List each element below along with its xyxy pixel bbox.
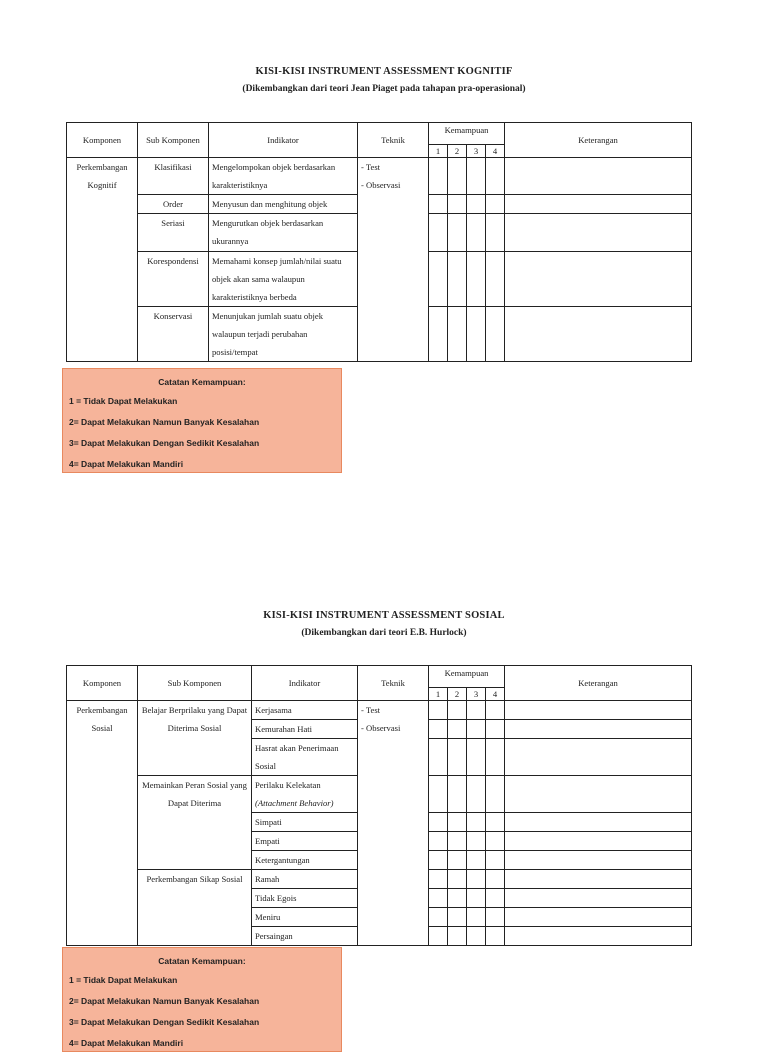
indikator-text: (Attachment Behavior) xyxy=(255,798,334,808)
score-cell[interactable] xyxy=(429,739,448,776)
score-cell[interactable] xyxy=(448,870,467,889)
keterangan-cell[interactable] xyxy=(505,195,692,214)
catatan-item: 2= Dapat Melakukan Namun Banyak Kesalahan xyxy=(69,417,260,427)
level-2: 2 xyxy=(448,688,467,701)
keterangan-cell[interactable] xyxy=(505,739,692,776)
catatan-kemampuan-box xyxy=(62,947,342,1052)
score-cell[interactable] xyxy=(467,851,486,870)
sub-komponen-cell: Order xyxy=(138,195,209,214)
teknik-item: - Test xyxy=(361,705,381,715)
keterangan-cell[interactable] xyxy=(505,832,692,851)
score-cell[interactable] xyxy=(467,720,486,739)
keterangan-cell[interactable] xyxy=(505,701,692,720)
score-cell[interactable] xyxy=(448,832,467,851)
score-cell[interactable] xyxy=(467,776,486,813)
catatan-title: Catatan Kemampuan: xyxy=(158,377,246,387)
score-cell[interactable] xyxy=(448,195,467,214)
score-cell[interactable] xyxy=(467,158,486,195)
keterangan-cell[interactable] xyxy=(505,776,692,813)
sub-komponen-cell: Belajar Berprilaku yang Dapat Diterima Sosial xyxy=(138,701,252,776)
catatan-item: 3= Dapat Melakukan Dengan Sedikit Kesalahan xyxy=(69,438,260,448)
keterangan-cell[interactable] xyxy=(505,252,692,307)
score-cell[interactable] xyxy=(467,832,486,851)
score-cell[interactable] xyxy=(467,870,486,889)
score-cell[interactable] xyxy=(467,701,486,720)
keterangan-cell[interactable] xyxy=(505,158,692,195)
score-cell[interactable] xyxy=(429,307,448,362)
indikator-cell: Kerjasama xyxy=(252,701,358,720)
score-cell[interactable] xyxy=(429,813,448,832)
score-cell[interactable] xyxy=(486,252,505,307)
score-cell[interactable] xyxy=(486,158,505,195)
score-cell[interactable] xyxy=(448,701,467,720)
sub-komponen-cell: Korespondensi xyxy=(138,252,209,307)
score-cell[interactable] xyxy=(429,701,448,720)
score-cell[interactable] xyxy=(486,739,505,776)
score-cell[interactable] xyxy=(429,720,448,739)
catatan-item: 4= Dapat Melakukan Mandiri xyxy=(69,459,184,469)
sosial-title: KISI-KISI INSTRUMENT ASSESSMENT SOSIAL xyxy=(263,610,505,621)
indikator-cell: Simpati xyxy=(252,813,358,832)
score-cell[interactable] xyxy=(448,214,467,252)
keterangan-cell[interactable] xyxy=(505,214,692,252)
score-cell[interactable] xyxy=(486,889,505,908)
indikator-cell: Memahami konsep jumlah/nilai suatu objek akan sama walaupun karakteristiknya berbeda xyxy=(209,252,358,307)
score-cell[interactable] xyxy=(467,739,486,776)
header-indikator: Indikator xyxy=(252,666,358,701)
kognitif-subtitle: (Dikembangkan dari teori Jean Piaget pada tahapan pra-operasional) xyxy=(242,84,526,94)
score-cell[interactable] xyxy=(429,851,448,870)
catatan-item: 1 = Tidak Dapat Melakukan xyxy=(69,396,178,406)
score-cell[interactable] xyxy=(467,927,486,946)
indikator-cell: Tidak Egois xyxy=(252,889,358,908)
header-sub-komponen: Sub Komponen xyxy=(138,666,252,701)
score-cell[interactable] xyxy=(429,214,448,252)
sub-komponen-cell: Klasifikasi xyxy=(138,158,209,195)
sub-komponen-cell: Konservasi xyxy=(138,307,209,362)
score-cell[interactable] xyxy=(448,813,467,832)
indikator-cell: Empati xyxy=(252,832,358,851)
teknik-cell xyxy=(358,158,429,362)
score-cell[interactable] xyxy=(429,870,448,889)
level-4: 4 xyxy=(486,145,505,158)
sub-komponen-cell: Memainkan Peran Sosial yang Dapat Diterima xyxy=(138,776,252,870)
keterangan-cell[interactable] xyxy=(505,889,692,908)
score-cell[interactable] xyxy=(486,927,505,946)
indikator-cell: Menunjukan jumlah suatu objek walaupun terjadi perubahan posisi/tempat xyxy=(209,307,358,362)
score-cell[interactable] xyxy=(429,158,448,195)
sosial-subtitle: (Dikembangkan dari teori E.B. Hurlock) xyxy=(301,628,467,638)
score-cell[interactable] xyxy=(448,158,467,195)
header-sub-komponen: Sub Komponen xyxy=(138,123,209,158)
catatan-title: Catatan Kemampuan: xyxy=(158,956,246,966)
score-cell[interactable] xyxy=(467,908,486,927)
indikator-text: Perilaku Kelekatan xyxy=(255,780,321,790)
score-cell[interactable] xyxy=(429,195,448,214)
level-3: 3 xyxy=(467,688,486,701)
sub-komponen-cell: Seriasi xyxy=(138,214,209,252)
score-cell[interactable] xyxy=(486,908,505,927)
header-kemampuan: Kemampuan xyxy=(429,666,505,688)
score-cell[interactable] xyxy=(448,252,467,307)
indikator-cell: Menyusun dan menghitung objek xyxy=(209,195,358,214)
score-cell[interactable] xyxy=(486,720,505,739)
teknik-cell xyxy=(358,701,429,946)
header-teknik: Teknik xyxy=(358,666,429,701)
score-cell[interactable] xyxy=(448,889,467,908)
kognitif-title: KISI-KISI INSTRUMENT ASSESSMENT KOGNITIF xyxy=(255,66,513,77)
header-teknik: Teknik xyxy=(358,123,429,158)
level-1: 1 xyxy=(429,145,448,158)
header-keterangan: Keterangan xyxy=(505,123,692,158)
score-cell[interactable] xyxy=(467,889,486,908)
score-cell[interactable] xyxy=(448,908,467,927)
indikator-cell: Hasrat akan Penerimaan Sosial xyxy=(252,739,358,776)
keterangan-cell[interactable] xyxy=(505,908,692,927)
score-cell[interactable] xyxy=(467,307,486,362)
score-cell[interactable] xyxy=(448,739,467,776)
komponen-cell: Perkembangan Sosial xyxy=(67,701,138,946)
score-cell[interactable] xyxy=(486,195,505,214)
score-cell[interactable] xyxy=(486,813,505,832)
score-cell[interactable] xyxy=(486,870,505,889)
komponen-cell: Perkembangan Kognitif xyxy=(67,158,138,362)
keterangan-cell[interactable] xyxy=(505,870,692,889)
indikator-cell: Mengelompokan objek berdasarkan karakteristiknya xyxy=(209,158,358,195)
score-cell[interactable] xyxy=(429,252,448,307)
header-komponen: Komponen xyxy=(67,666,138,701)
score-cell[interactable] xyxy=(486,851,505,870)
score-cell[interactable] xyxy=(486,307,505,362)
sosial-table xyxy=(66,665,692,946)
keterangan-cell[interactable] xyxy=(505,927,692,946)
score-cell[interactable] xyxy=(467,214,486,252)
indikator-cell: Persaingan xyxy=(252,927,358,946)
level-4: 4 xyxy=(486,688,505,701)
teknik-item: - Observasi xyxy=(361,723,401,733)
score-cell[interactable] xyxy=(467,813,486,832)
level-2: 2 xyxy=(448,145,467,158)
score-cell[interactable] xyxy=(486,701,505,720)
header-kemampuan: Kemampuan xyxy=(429,123,505,145)
level-3: 3 xyxy=(467,145,486,158)
score-cell[interactable] xyxy=(429,889,448,908)
indikator-cell xyxy=(252,776,358,813)
score-cell[interactable] xyxy=(486,214,505,252)
keterangan-cell[interactable] xyxy=(505,720,692,739)
catatan-item: 1 = Tidak Dapat Melakukan xyxy=(69,975,178,985)
kognitif-table xyxy=(66,122,692,362)
teknik-item: - Observasi xyxy=(361,180,401,190)
teknik-item: - Test xyxy=(361,162,381,172)
indikator-cell: Ramah xyxy=(252,870,358,889)
indikator-cell: Mengurutkan objek berdasarkan ukurannya xyxy=(209,214,358,252)
keterangan-cell[interactable] xyxy=(505,307,692,362)
catatan-kemampuan-box xyxy=(62,368,342,473)
keterangan-cell[interactable] xyxy=(505,851,692,870)
indikator-cell: Ketergantungan xyxy=(252,851,358,870)
sub-komponen-cell: Perkembangan Sikap Sosial xyxy=(138,870,252,946)
catatan-item: 4= Dapat Melakukan Mandiri xyxy=(69,1038,184,1048)
indikator-cell: Kemurahan Hati xyxy=(252,720,358,739)
keterangan-cell[interactable] xyxy=(505,813,692,832)
score-cell[interactable] xyxy=(486,776,505,813)
score-cell[interactable] xyxy=(486,832,505,851)
score-cell[interactable] xyxy=(429,908,448,927)
score-cell[interactable] xyxy=(448,851,467,870)
score-cell[interactable] xyxy=(448,720,467,739)
score-cell[interactable] xyxy=(429,776,448,813)
header-keterangan: Keterangan xyxy=(505,666,692,701)
score-cell[interactable] xyxy=(429,832,448,851)
catatan-item: 3= Dapat Melakukan Dengan Sedikit Kesalahan xyxy=(69,1017,260,1027)
score-cell[interactable] xyxy=(467,195,486,214)
catatan-item: 2= Dapat Melakukan Namun Banyak Kesalahan xyxy=(69,996,260,1006)
score-cell[interactable] xyxy=(429,927,448,946)
header-indikator: Indikator xyxy=(209,123,358,158)
score-cell[interactable] xyxy=(448,927,467,946)
header-komponen: Komponen xyxy=(67,123,138,158)
level-1: 1 xyxy=(429,688,448,701)
score-cell[interactable] xyxy=(448,776,467,813)
score-cell[interactable] xyxy=(467,252,486,307)
score-cell[interactable] xyxy=(448,307,467,362)
indikator-cell: Meniru xyxy=(252,908,358,927)
